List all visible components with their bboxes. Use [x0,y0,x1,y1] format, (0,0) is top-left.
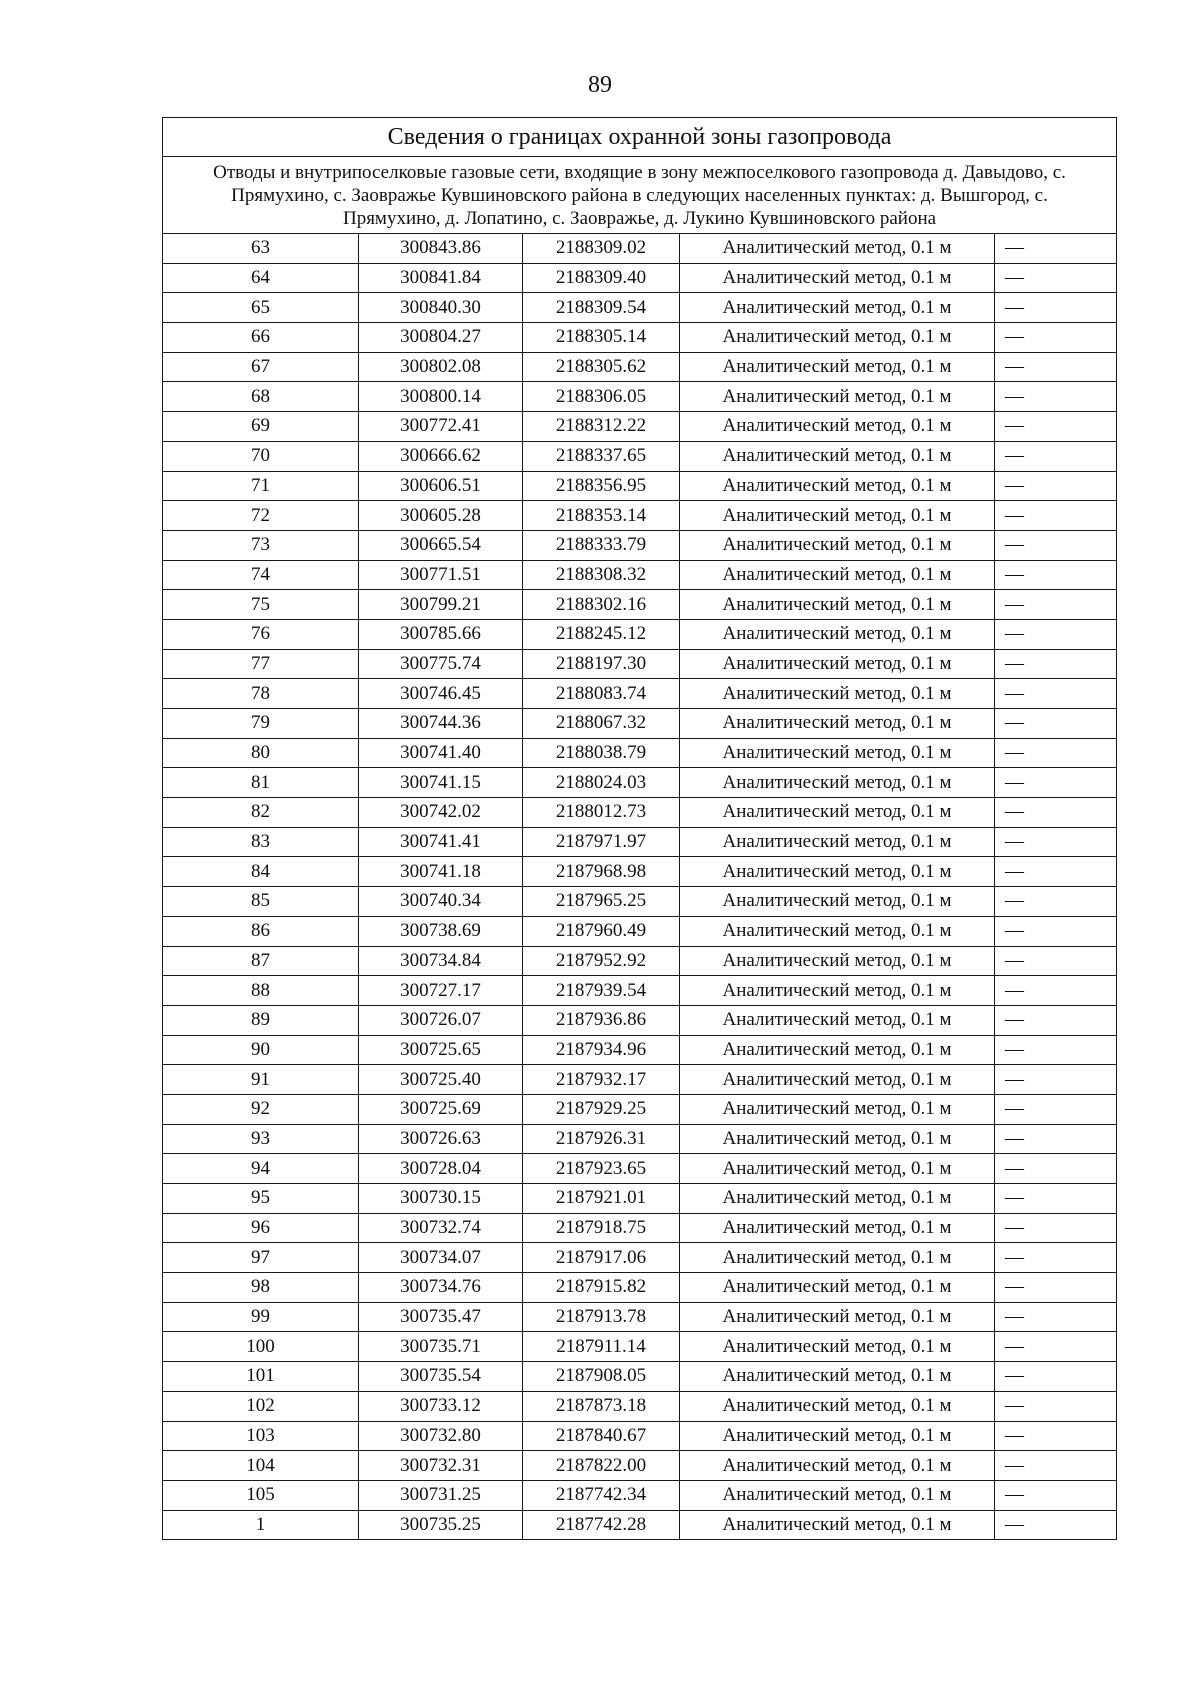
x-coordinate-cell: 300740.34 [359,887,523,917]
point-number-cell: 65 [163,293,359,323]
x-coordinate-cell: 300725.40 [359,1065,523,1095]
method-cell: Аналитический метод, 0.1 м [680,1273,995,1303]
table-row [163,1005,1117,1035]
y-coordinate-cell: 2188306.05 [523,382,680,412]
point-number-cell: 92 [163,1094,359,1124]
y-coordinate-cell: 2188012.73 [523,798,680,828]
x-coordinate-cell: 300843.86 [359,234,523,264]
method-cell: Аналитический метод, 0.1 м [680,234,995,264]
x-coordinate-cell: 300735.47 [359,1302,523,1332]
y-coordinate-cell: 2188305.14 [523,323,680,353]
x-coordinate-cell: 300741.41 [359,827,523,857]
y-coordinate-cell: 2187929.25 [523,1094,680,1124]
method-cell: Аналитический метод, 0.1 м [680,1302,995,1332]
method-cell: Аналитический метод, 0.1 м [680,857,995,887]
y-coordinate-cell: 2188083.74 [523,679,680,709]
note-cell: — [995,1302,1117,1332]
note-cell: — [995,1184,1117,1214]
note-cell: — [995,827,1117,857]
y-coordinate-cell: 2187923.65 [523,1154,680,1184]
table-row [163,1391,1117,1421]
method-cell: Аналитический метод, 0.1 м [680,530,995,560]
table-row [163,619,1117,649]
y-coordinate-cell: 2187742.34 [523,1480,680,1510]
point-number-cell: 91 [163,1065,359,1095]
table-title-row [163,118,1117,157]
table-row [163,1094,1117,1124]
y-coordinate-cell: 2188353.14 [523,501,680,531]
table-row [163,1154,1117,1184]
note-cell: — [995,649,1117,679]
method-cell: Аналитический метод, 0.1 м [680,1154,995,1184]
point-number-cell: 104 [163,1451,359,1481]
point-number-cell: 75 [163,590,359,620]
table-row [163,1510,1117,1540]
x-coordinate-cell: 300841.84 [359,263,523,293]
method-cell: Аналитический метод, 0.1 м [680,916,995,946]
y-coordinate-cell: 2187822.00 [523,1451,680,1481]
note-cell: — [995,857,1117,887]
note-cell: — [995,1094,1117,1124]
x-coordinate-cell: 300732.74 [359,1213,523,1243]
note-cell: — [995,1154,1117,1184]
x-coordinate-cell: 300802.08 [359,352,523,382]
y-coordinate-cell: 2188312.22 [523,412,680,442]
method-cell: Аналитический метод, 0.1 м [680,412,995,442]
x-coordinate-cell: 300734.07 [359,1243,523,1273]
table-row [163,827,1117,857]
table-row [163,293,1117,323]
method-cell: Аналитический метод, 0.1 м [680,382,995,412]
method-cell: Аналитический метод, 0.1 м [680,1005,995,1035]
table-row [163,560,1117,590]
note-cell: — [995,976,1117,1006]
x-coordinate-cell: 300741.40 [359,738,523,768]
table-row [163,1362,1117,1392]
table-row [163,857,1117,887]
y-coordinate-cell: 2188197.30 [523,649,680,679]
y-coordinate-cell: 2188337.65 [523,441,680,471]
table-row [163,501,1117,531]
method-cell: Аналитический метод, 0.1 м [680,1184,995,1214]
note-cell: — [995,1124,1117,1154]
x-coordinate-cell: 300742.02 [359,798,523,828]
x-coordinate-cell: 300741.18 [359,857,523,887]
point-number-cell: 68 [163,382,359,412]
y-coordinate-cell: 2187934.96 [523,1035,680,1065]
note-cell: — [995,263,1117,293]
table-row [163,1035,1117,1065]
note-cell: — [995,1273,1117,1303]
point-number-cell: 103 [163,1421,359,1451]
x-coordinate-cell: 300605.28 [359,501,523,531]
note-cell: — [995,352,1117,382]
x-coordinate-cell: 300666.62 [359,441,523,471]
note-cell: — [995,590,1117,620]
note-cell: — [995,1213,1117,1243]
x-coordinate-cell: 300785.66 [359,619,523,649]
point-number-cell: 72 [163,501,359,531]
x-coordinate-cell: 300665.54 [359,530,523,560]
method-cell: Аналитический метод, 0.1 м [680,1035,995,1065]
x-coordinate-cell: 300730.15 [359,1184,523,1214]
note-cell: — [995,798,1117,828]
note-cell: — [995,679,1117,709]
x-coordinate-cell: 300727.17 [359,976,523,1006]
x-coordinate-cell: 300733.12 [359,1391,523,1421]
method-cell: Аналитический метод, 0.1 м [680,560,995,590]
method-cell: Аналитический метод, 0.1 м [680,1451,995,1481]
note-cell: — [995,501,1117,531]
point-number-cell: 105 [163,1480,359,1510]
note-cell: — [995,293,1117,323]
table-row [163,1332,1117,1362]
method-cell: Аналитический метод, 0.1 м [680,768,995,798]
x-coordinate-cell: 300799.21 [359,590,523,620]
note-cell: — [995,323,1117,353]
x-coordinate-cell: 300725.65 [359,1035,523,1065]
y-coordinate-cell: 2187911.14 [523,1332,680,1362]
point-number-cell: 77 [163,649,359,679]
y-coordinate-cell: 2187971.97 [523,827,680,857]
point-number-cell: 93 [163,1124,359,1154]
y-coordinate-cell: 2187965.25 [523,887,680,917]
table-row [163,1421,1117,1451]
y-coordinate-cell: 2188305.62 [523,352,680,382]
table-row [163,441,1117,471]
x-coordinate-cell: 300726.63 [359,1124,523,1154]
y-coordinate-cell: 2187917.06 [523,1243,680,1273]
point-number-cell: 94 [163,1154,359,1184]
x-coordinate-cell: 300800.14 [359,382,523,412]
note-cell: — [995,382,1117,412]
note-cell: — [995,1035,1117,1065]
table-row [163,234,1117,264]
x-coordinate-cell: 300772.41 [359,412,523,442]
point-number-cell: 67 [163,352,359,382]
point-number-cell: 87 [163,946,359,976]
point-number-cell: 79 [163,709,359,739]
y-coordinate-cell: 2187926.31 [523,1124,680,1154]
table-row [163,590,1117,620]
y-coordinate-cell: 2187840.67 [523,1421,680,1451]
point-number-cell: 66 [163,323,359,353]
y-coordinate-cell: 2188356.95 [523,471,680,501]
point-number-cell: 84 [163,857,359,887]
method-cell: Аналитический метод, 0.1 м [680,352,995,382]
y-coordinate-cell: 2187932.17 [523,1065,680,1095]
method-cell: Аналитический метод, 0.1 м [680,679,995,709]
table-row [163,263,1117,293]
y-coordinate-cell: 2187873.18 [523,1391,680,1421]
method-cell: Аналитический метод, 0.1 м [680,1332,995,1362]
method-cell: Аналитический метод, 0.1 м [680,293,995,323]
y-coordinate-cell: 2187960.49 [523,916,680,946]
note-cell: — [995,1005,1117,1035]
note-cell: — [995,887,1117,917]
table-row [163,1273,1117,1303]
y-coordinate-cell: 2188038.79 [523,738,680,768]
point-number-cell: 81 [163,768,359,798]
note-cell: — [995,530,1117,560]
method-cell: Аналитический метод, 0.1 м [680,1421,995,1451]
method-cell: Аналитический метод, 0.1 м [680,1243,995,1273]
table-row [163,649,1117,679]
point-number-cell: 85 [163,887,359,917]
method-cell: Аналитический метод, 0.1 м [680,738,995,768]
note-cell: — [995,1421,1117,1451]
y-coordinate-cell: 2187913.78 [523,1302,680,1332]
point-number-cell: 97 [163,1243,359,1273]
point-number-cell: 80 [163,738,359,768]
note-cell: — [995,1362,1117,1392]
point-number-cell: 69 [163,412,359,442]
point-number-cell: 83 [163,827,359,857]
method-cell: Аналитический метод, 0.1 м [680,887,995,917]
x-coordinate-cell: 300732.31 [359,1451,523,1481]
method-cell: Аналитический метод, 0.1 м [680,976,995,1006]
y-coordinate-cell: 2187936.86 [523,1005,680,1035]
y-coordinate-cell: 2187952.92 [523,946,680,976]
point-number-cell: 98 [163,1273,359,1303]
point-number-cell: 96 [163,1213,359,1243]
table-row [163,1480,1117,1510]
method-cell: Аналитический метод, 0.1 м [680,1480,995,1510]
point-number-cell: 86 [163,916,359,946]
method-cell: Аналитический метод, 0.1 м [680,1094,995,1124]
point-number-cell: 90 [163,1035,359,1065]
method-cell: Аналитический метод, 0.1 м [680,1510,995,1540]
x-coordinate-cell: 300741.15 [359,768,523,798]
x-coordinate-cell: 300735.54 [359,1362,523,1392]
y-coordinate-cell: 2187939.54 [523,976,680,1006]
note-cell: — [995,1480,1117,1510]
note-cell: — [995,738,1117,768]
point-number-cell: 88 [163,976,359,1006]
note-cell: — [995,709,1117,739]
method-cell: Аналитический метод, 0.1 м [680,1213,995,1243]
note-cell: — [995,1065,1117,1095]
point-number-cell: 70 [163,441,359,471]
point-number-cell: 99 [163,1302,359,1332]
point-number-cell: 73 [163,530,359,560]
point-number-cell: 63 [163,234,359,264]
point-number-cell: 71 [163,471,359,501]
x-coordinate-cell: 300775.74 [359,649,523,679]
y-coordinate-cell: 2188309.02 [523,234,680,264]
x-coordinate-cell: 300804.27 [359,323,523,353]
point-number-cell: 1 [163,1510,359,1540]
table-row [163,1302,1117,1332]
table-body [163,118,1117,1540]
y-coordinate-cell: 2188067.32 [523,709,680,739]
point-number-cell: 64 [163,263,359,293]
method-cell: Аналитический метод, 0.1 м [680,471,995,501]
table-row [163,679,1117,709]
note-cell: — [995,1243,1117,1273]
table-row [163,412,1117,442]
method-cell: Аналитический метод, 0.1 м [680,946,995,976]
note-cell: — [995,471,1117,501]
note-cell: — [995,1510,1117,1540]
page-number: 89 [588,72,612,98]
table-row [163,887,1117,917]
y-coordinate-cell: 2187908.05 [523,1362,680,1392]
table-row [163,916,1117,946]
note-cell: — [995,1391,1117,1421]
method-cell: Аналитический метод, 0.1 м [680,1124,995,1154]
table-title: Сведения о границах охранной зоны газопровода [163,118,1117,157]
method-cell: Аналитический метод, 0.1 м [680,827,995,857]
table-row [163,382,1117,412]
x-coordinate-cell: 300735.25 [359,1510,523,1540]
x-coordinate-cell: 300728.04 [359,1154,523,1184]
method-cell: Аналитический метод, 0.1 м [680,590,995,620]
note-cell: — [995,412,1117,442]
point-number-cell: 74 [163,560,359,590]
table-row [163,946,1117,976]
table-row [163,768,1117,798]
x-coordinate-cell: 300725.69 [359,1094,523,1124]
method-cell: Аналитический метод, 0.1 м [680,1391,995,1421]
table-row [163,976,1117,1006]
x-coordinate-cell: 300735.71 [359,1332,523,1362]
method-cell: Аналитический метод, 0.1 м [680,649,995,679]
note-cell: — [995,768,1117,798]
point-number-cell: 89 [163,1005,359,1035]
point-number-cell: 76 [163,619,359,649]
note-cell: — [995,916,1117,946]
table-row [163,1124,1117,1154]
point-number-cell: 95 [163,1184,359,1214]
boundary-table [162,117,1117,1540]
x-coordinate-cell: 300744.36 [359,709,523,739]
note-cell: — [995,946,1117,976]
table-row [163,1451,1117,1481]
x-coordinate-cell: 300731.25 [359,1480,523,1510]
y-coordinate-cell: 2187918.75 [523,1213,680,1243]
table-row [163,530,1117,560]
y-coordinate-cell: 2188024.03 [523,768,680,798]
point-number-cell: 100 [163,1332,359,1362]
table-row [163,738,1117,768]
method-cell: Аналитический метод, 0.1 м [680,1065,995,1095]
note-cell: — [995,234,1117,264]
y-coordinate-cell: 2188302.16 [523,590,680,620]
method-cell: Аналитический метод, 0.1 м [680,263,995,293]
table-row [163,709,1117,739]
x-coordinate-cell: 300738.69 [359,916,523,946]
y-coordinate-cell: 2188333.79 [523,530,680,560]
y-coordinate-cell: 2188308.32 [523,560,680,590]
x-coordinate-cell: 300732.80 [359,1421,523,1451]
x-coordinate-cell: 300726.07 [359,1005,523,1035]
table-row [163,323,1117,353]
y-coordinate-cell: 2188245.12 [523,619,680,649]
y-coordinate-cell: 2187742.28 [523,1510,680,1540]
method-cell: Аналитический метод, 0.1 м [680,441,995,471]
method-cell: Аналитический метод, 0.1 м [680,501,995,531]
table-description: Отводы и внутрипоселковые газовые сети, входящие в зону межпоселкового газопровода д. Давыдово, с. Прямухино, с. Заовражье Кувшиновского района в следующих населенных пунктах: д. Вышгород, с. Прямухино, д. Лопатино, с. Заовражье, д. Лукино Кувшиновского района [163,157,1117,234]
boundary-table-container [162,117,1116,1540]
table-description-row [163,157,1117,234]
method-cell: Аналитический метод, 0.1 м [680,1362,995,1392]
note-cell: — [995,619,1117,649]
x-coordinate-cell: 300606.51 [359,471,523,501]
method-cell: Аналитический метод, 0.1 м [680,619,995,649]
y-coordinate-cell: 2187915.82 [523,1273,680,1303]
point-number-cell: 78 [163,679,359,709]
y-coordinate-cell: 2187968.98 [523,857,680,887]
method-cell: Аналитический метод, 0.1 м [680,709,995,739]
method-cell: Аналитический метод, 0.1 м [680,798,995,828]
note-cell: — [995,441,1117,471]
x-coordinate-cell: 300771.51 [359,560,523,590]
note-cell: — [995,1332,1117,1362]
table-row [163,1213,1117,1243]
table-row [163,798,1117,828]
table-row [163,352,1117,382]
y-coordinate-cell: 2187921.01 [523,1184,680,1214]
x-coordinate-cell: 300746.45 [359,679,523,709]
note-cell: — [995,1451,1117,1481]
y-coordinate-cell: 2188309.54 [523,293,680,323]
point-number-cell: 102 [163,1391,359,1421]
x-coordinate-cell: 300734.76 [359,1273,523,1303]
y-coordinate-cell: 2188309.40 [523,263,680,293]
point-number-cell: 101 [163,1362,359,1392]
table-row [163,471,1117,501]
table-row [163,1184,1117,1214]
method-cell: Аналитический метод, 0.1 м [680,323,995,353]
x-coordinate-cell: 300734.84 [359,946,523,976]
x-coordinate-cell: 300840.30 [359,293,523,323]
table-row [163,1065,1117,1095]
table-row [163,1243,1117,1273]
point-number-cell: 82 [163,798,359,828]
note-cell: — [995,560,1117,590]
